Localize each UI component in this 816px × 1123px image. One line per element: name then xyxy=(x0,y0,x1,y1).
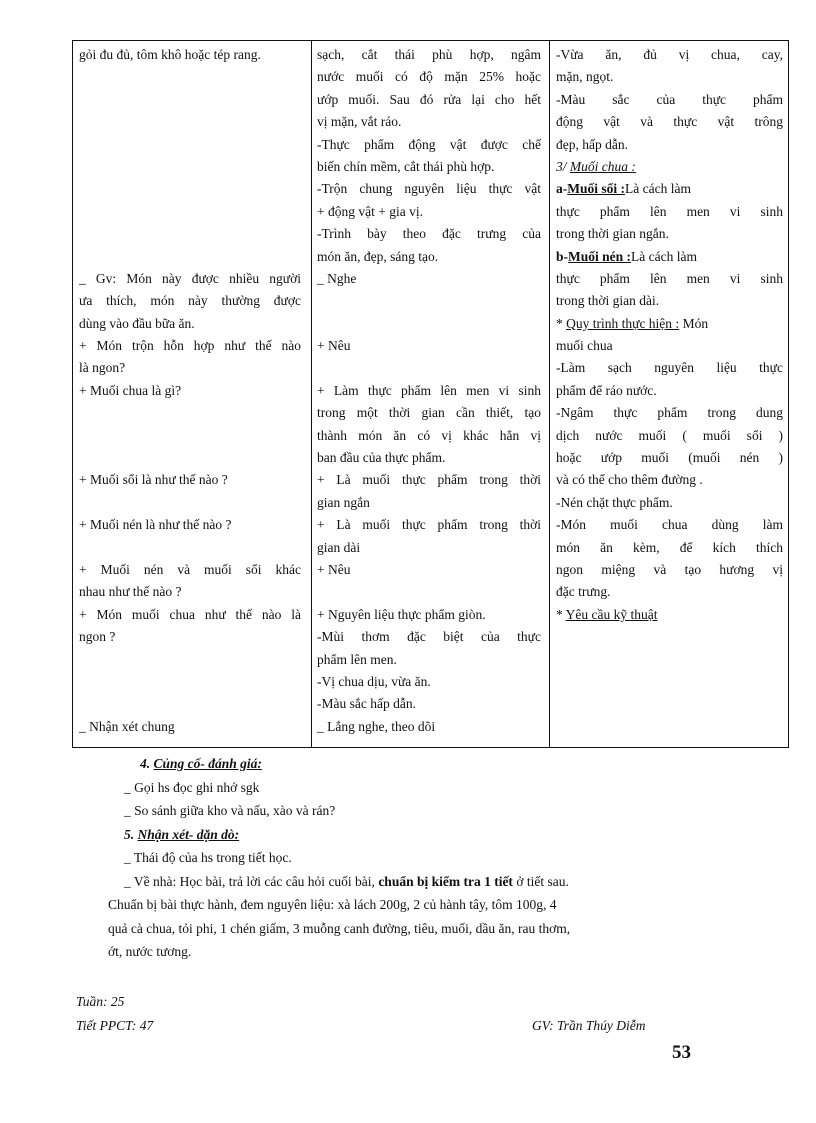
table-text-line: * Quy trình thực hiện : Món xyxy=(556,315,709,331)
table-text-line: + Muối chua là gì? xyxy=(79,382,182,398)
table-text-line: món ăn, đẹp, sáng tạo. xyxy=(317,248,439,264)
page-number: 53 xyxy=(672,1042,691,1063)
period-label: Tiết PPCT: 47 xyxy=(76,1018,154,1033)
blank-line xyxy=(79,537,301,559)
table-text-line: + Muối sổi là như thế nào ? xyxy=(79,472,228,488)
blank-line xyxy=(79,492,301,514)
table-text-line: ưa thích, món này thường được xyxy=(79,293,301,309)
section-4-line: _ So sánh giữa kho và nấu, xào và rán? xyxy=(124,803,336,818)
table-text-line: -Vị chua dịu, vừa ăn. xyxy=(317,673,431,689)
table-text-line: thực phẩm lên men vi sinh xyxy=(556,203,783,219)
blank-line xyxy=(79,223,301,245)
table-text-line: gỏi đu đủ, tôm khô hoặc tép rang. xyxy=(79,47,261,62)
section-5-line: quả cà chua, tỏi phi, 1 chén giấm, 3 muỗng canh đường, tiêu, muối, dầu ăn, rau thơm, xyxy=(108,920,571,936)
table-text-line: trong thời gian ngắn. xyxy=(556,226,669,242)
table-text-line: -Màu sắc của thực phẩm xyxy=(556,91,783,107)
table-text-line: và có thể cho thêm đường . xyxy=(556,472,703,488)
table-text-line: phẩm để ráo nước. xyxy=(556,382,657,398)
table-text-line: mặn, ngọt. xyxy=(556,69,614,85)
table-text-line: ngon ? xyxy=(79,629,116,645)
table-text-line: _ Nhận xét chung xyxy=(79,718,175,734)
table-text-line: 3/ Muối chua : xyxy=(556,158,636,174)
table-text-line: trong một thời gian cần thiết, tạo xyxy=(317,405,541,421)
table-text-line: biến chín mềm, cắt thái phù hợp. xyxy=(317,158,495,174)
blank-line xyxy=(317,313,541,335)
column-divider xyxy=(311,41,312,747)
table-text-line: gian ngắn xyxy=(317,494,370,510)
table-text-line: -Thực phẩm động vật được chế xyxy=(317,136,541,152)
blank-line xyxy=(79,447,301,469)
section-5-line: _ Thái độ của hs trong tiết học. xyxy=(124,850,292,865)
week-label: Tuần: 25 xyxy=(76,994,125,1009)
blank-line xyxy=(317,357,541,379)
section-5-line: Chuẩn bị bài thực hành, đem nguyên liệu: xà lách 200g, 2 củ hành tây, tôm 100g, 4 xyxy=(108,897,557,912)
table-text-line: ngon miệng và tạo hương vị xyxy=(556,561,783,577)
table-text-line: sạch, cắt thái phù hợp, ngâm xyxy=(317,47,541,62)
blank-line xyxy=(79,649,301,671)
table-text-line: + Món trộn hỗn hợp như thế nào xyxy=(79,338,301,354)
table-text-line: ướp muối. Sau đó rửa lại cho hết xyxy=(317,91,541,107)
table-text-line: _ Lắng nghe, theo dõi xyxy=(317,718,436,734)
blank-line xyxy=(79,671,301,693)
table-text-line: nước muối có độ mặn 25% hoặc xyxy=(317,69,541,85)
closing-sections xyxy=(108,752,694,964)
table-text-line: dùng vào đầu bữa ăn. xyxy=(79,315,195,331)
section-5-line: ớt, nước tương. xyxy=(108,944,192,959)
table-text-line: -Ngâm thực phẩm trong dung xyxy=(556,405,783,421)
table-text-line: nhau như thế nào ? xyxy=(79,584,182,600)
blank-line xyxy=(79,134,301,156)
table-text-line: + động vật + gia vị. xyxy=(317,203,423,219)
blank-line xyxy=(79,201,301,223)
table-text-line: thực phẩm lên men vi sinh xyxy=(556,270,783,286)
blank-line xyxy=(79,425,301,447)
table-text-line: thành món ăn có vị khác hẳn vị xyxy=(317,427,541,443)
table-text-line: trong thời gian dài. xyxy=(556,293,660,309)
table-text-line: -Làm sạch nguyên liệu thực xyxy=(556,360,783,376)
section-4-heading: 4. Củng cố- đánh giá: xyxy=(140,756,262,771)
section-4-line: _ Gọi hs đọc ghi nhớ sgk xyxy=(124,779,260,795)
table-text-line: + Muối nén là như thế nào ? xyxy=(79,517,232,533)
table-text-line: a-Muối sổi :Là cách làm xyxy=(556,181,691,197)
table-text-line: là ngon? xyxy=(79,360,126,376)
table-text-line: -Màu sắc hấp dẫn. xyxy=(317,696,416,712)
table-text-line: -Trình bày theo đặc trưng của xyxy=(317,226,541,242)
table-text-line: + Là muối thực phẩm trong thời xyxy=(317,472,541,488)
column-divider xyxy=(549,41,550,747)
blank-line xyxy=(79,178,301,200)
table-text-line: _ Gv: Món này được nhiều người xyxy=(79,270,301,286)
student-activity-column xyxy=(317,41,541,738)
table-text-line: -Món muối chua dùng làm xyxy=(556,517,783,533)
table-text-line: + Nguyên liệu thực phẩm giòn. xyxy=(317,606,486,622)
blank-line xyxy=(79,402,301,424)
table-text-line: + Muối nén và muối sổi khác xyxy=(79,561,301,577)
lesson-table xyxy=(72,40,789,748)
table-text-line: hoặc ướp muối (muối nén ) xyxy=(556,450,783,466)
table-text-line: + Nêu xyxy=(317,338,351,354)
blank-line xyxy=(79,111,301,133)
table-text-line: món ăn kèm, để kích thích xyxy=(556,539,783,555)
table-text-line: + Nêu xyxy=(317,561,351,577)
table-text-line: ban đầu của thực phẩm. xyxy=(317,450,446,466)
table-text-line: -Trộn chung nguyên liệu thực vật xyxy=(317,181,541,197)
table-text-line: * Yêu cầu kỹ thuật xyxy=(556,606,658,622)
section-5-heading: 5. Nhận xét- dặn dò: xyxy=(124,826,240,842)
blank-line xyxy=(79,693,301,715)
lesson-content-column xyxy=(556,41,783,626)
table-text-line: động vật và thực vật trông xyxy=(556,114,783,130)
table-text-line: dịch nước muối ( muối sổi ) xyxy=(556,427,783,443)
table-text-line: + Là muối thực phẩm trong thời xyxy=(317,517,541,533)
table-text-line: -Vừa ăn, đủ vị chua, cay, xyxy=(556,47,783,62)
section-5-line: _ Về nhà: Học bài, trả lời các câu hỏi cuối bài, chuẩn bị kiểm tra 1 tiết ở tiết sau. xyxy=(124,873,569,889)
teacher-activity-column xyxy=(79,41,301,738)
table-text-line: _ Nghe xyxy=(317,270,357,286)
blank-line xyxy=(79,156,301,178)
blank-line xyxy=(79,89,301,111)
table-text-line: đặc trưng. xyxy=(556,584,611,600)
table-text-line: phẩm lên men. xyxy=(317,651,397,667)
blank-line xyxy=(79,66,301,88)
table-text-line: -Mùi thơm đặc biệt của thực xyxy=(317,629,541,645)
blank-line xyxy=(317,290,541,312)
table-text-line: + Món muối chua như thế nào là xyxy=(79,606,301,622)
table-text-line: gian dài xyxy=(317,539,361,555)
table-text-line: muối chua xyxy=(556,338,613,354)
table-text-line: đẹp, hấp dẫn. xyxy=(556,136,628,152)
table-text-line: vị mặn, vắt ráo. xyxy=(317,114,402,130)
table-text-line: b-Muối nén :Là cách làm xyxy=(556,248,697,264)
teacher-label: GV: Trần Thúy Diễm xyxy=(532,1018,646,1033)
table-text-line: -Nén chặt thực phẩm. xyxy=(556,494,673,510)
blank-line xyxy=(317,581,541,603)
blank-line xyxy=(79,246,301,268)
table-text-line: + Làm thực phẩm lên men vi sinh xyxy=(317,382,541,398)
